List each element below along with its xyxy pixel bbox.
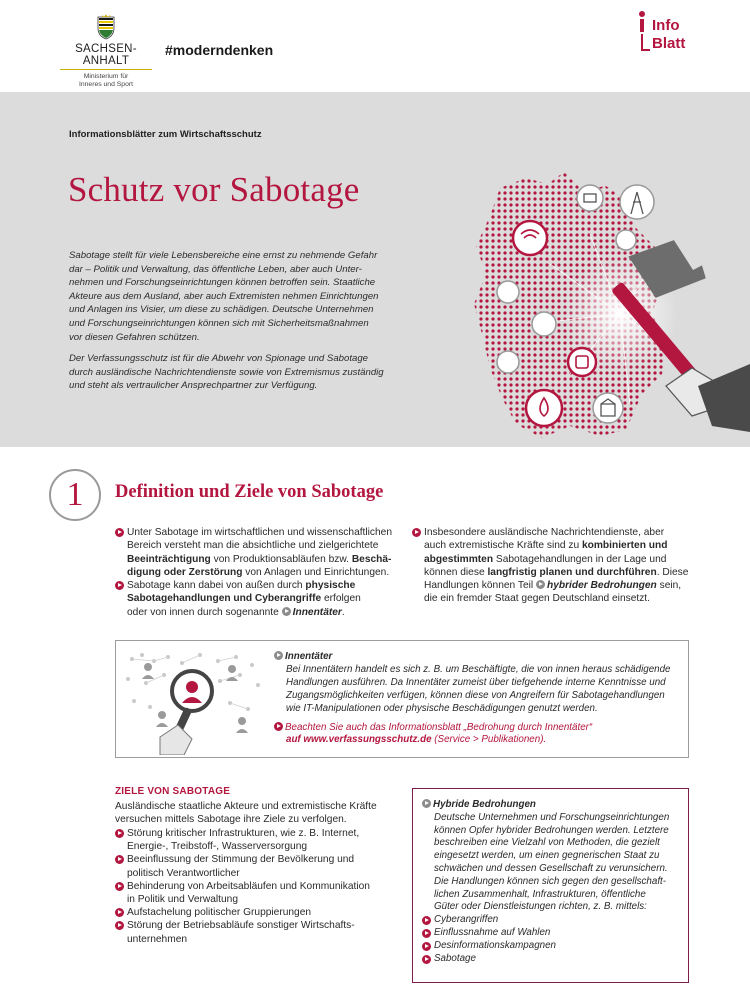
- arrow-right-icon: [274, 651, 283, 660]
- innentaeter-heading: [274, 651, 682, 664]
- ziele-intro: [115, 800, 390, 826]
- bold-term: digung oder Zerstörung: [127, 566, 243, 578]
- arrow-right-icon: [422, 955, 431, 964]
- link-url[interactable]: auf www.verfassungsschutz.de: [286, 734, 432, 746]
- text-line: in Politik und Verwaltung: [127, 894, 238, 906]
- page-header: [0, 0, 750, 92]
- text-line: Störung der Betriebsabläufe sonstiger Wirtschafts-: [127, 920, 355, 932]
- list-item-label: Sabotage: [434, 952, 476, 964]
- text-line: Unter Sabotage im wirtschaftlichen und wissenschaftlichen: [127, 527, 393, 538]
- text-span: erfolgen: [321, 593, 361, 605]
- bold-term: Beschä-: [351, 553, 392, 565]
- state-logo: [58, 14, 154, 89]
- text-line: Beeinflussung der Stimmung der Bevölkerung und: [127, 854, 355, 866]
- text-line: Handlungen ausführen. Da Innentäter zumeist über tiefgehende interne Kenntnisse und: [286, 676, 666, 688]
- text-span: Handlungen können Teil: [424, 580, 536, 592]
- arrow-right-icon: [115, 908, 124, 917]
- bold-term: abgestimmten: [424, 553, 494, 565]
- text-line: unternehmen: [127, 933, 188, 945]
- innentaeter-link[interactable]: Innentäter: [292, 606, 342, 618]
- publication-link[interactable]: [274, 722, 682, 735]
- list-item-label: Einflussnahme auf Wahlen: [434, 926, 551, 938]
- arrow-right-icon: [115, 882, 124, 891]
- hero-text-line: vor diesen Gefahren schützen.: [69, 331, 200, 343]
- bold-term: langfristig planen und durchführen: [487, 566, 657, 578]
- list-item: [115, 853, 390, 879]
- text-line: Bei Innentätern handelt es sich z. B. um Beschäftigte, die von innen heraus schädigende: [286, 663, 671, 675]
- text-span: .: [341, 606, 345, 618]
- arrow-right-icon: [422, 916, 431, 925]
- text-line: die ein fremder Staat gegen Deutschland einsetzt.: [424, 593, 650, 605]
- text-line: Zugangsmöglichkeiten verfügen, können diese von Angreifern für Sabotagehandlungen: [286, 689, 665, 701]
- hybride-heading: [422, 799, 684, 812]
- text-line: schwächen und dessen Gesellschaft zu verunsichern.: [434, 862, 668, 874]
- arrow-right-icon: [115, 581, 124, 590]
- list-item: [422, 927, 684, 940]
- infoblatt-line-2: Blatt: [652, 35, 686, 52]
- arrow-right-icon: [422, 929, 431, 938]
- text-line: Störung kritischer Infrastrukturen, wie z. B. Internet,: [127, 828, 360, 839]
- arrow-right-icon: [422, 799, 431, 808]
- text-line: [127, 553, 405, 566]
- list-item: [115, 827, 390, 853]
- bold-term: physische: [305, 580, 356, 592]
- arrow-right-icon: [115, 921, 124, 930]
- coat-of-arms-icon: [96, 14, 116, 40]
- logo-ministry-line-2: Inneres und Sport: [78, 81, 134, 88]
- text-line: beschreiben eine Vielzahl von Methoden, die gezielt: [434, 837, 660, 849]
- text-span: . Diese: [656, 566, 689, 578]
- list-item-label: Cyberangriffen: [434, 914, 499, 926]
- text-line: wie IT-Manipulationen oder physische Beschädigungen genutzt werden.: [286, 702, 598, 714]
- arrow-right-icon: [536, 580, 545, 589]
- bold-term: kombinierten und: [581, 540, 668, 552]
- definition-right-column: [412, 526, 702, 606]
- list-item: [422, 953, 684, 966]
- list-item: [422, 940, 684, 953]
- text-line: Aufstachelung politischer Gruppierungen: [127, 907, 312, 919]
- link-text[interactable]: Beachten Sie auch das Informationsblatt „Bedrohung durch Innentäter“: [285, 721, 593, 733]
- text-line: [127, 579, 405, 592]
- arrow-right-icon: [274, 722, 283, 731]
- list-item-label: Desinformationskampagnen: [434, 939, 556, 951]
- server-icon: [532, 312, 556, 336]
- ziele-heading: ZIELE VON SABOTAGE: [115, 786, 231, 797]
- innentaeter-text: [274, 651, 682, 747]
- text-line: [127, 566, 405, 579]
- list-item: [115, 906, 390, 919]
- text-line: können Opfer hybrider Bedrohungen werden. Letztere: [434, 824, 669, 836]
- arrow-right-icon: [412, 528, 421, 537]
- section-title: Definition und Ziele von Sabotage: [115, 482, 384, 502]
- building-icon: [497, 351, 519, 373]
- hero-text-line: Sabotage stellt für viele Lebensbereiche eine ernst zu nehmende Gefahr: [69, 250, 378, 261]
- text-line: Die Handlungen können sich gegen den gesellschaft-: [434, 875, 667, 887]
- wifi-icon: [513, 221, 547, 255]
- link-text[interactable]: (Service > Publikationen).: [431, 734, 547, 746]
- hero-text-line: nehmen und Forschungseinrichtungen können betroffen sein. Staatliche: [69, 277, 376, 289]
- bold-term: Sabotagehandlungen und Cyberangriffe: [127, 593, 322, 605]
- factory-icon: [497, 281, 519, 303]
- text-line: politisch Verantwortlicher: [127, 867, 240, 879]
- hand-icon: [666, 364, 750, 432]
- definition-bullet: [115, 526, 405, 579]
- hero-text-line: und Anlagen ins Visier, um diese zu schädigen. Deutsche Unternehmen: [69, 304, 374, 316]
- definition-bullet: [115, 579, 405, 619]
- infoblatt-logo: [638, 10, 698, 54]
- text-line: Deutsche Unternehmen und Forschungseinrichtungen: [434, 811, 670, 823]
- text-line: [127, 592, 405, 605]
- section-number: 1: [49, 469, 101, 521]
- hybride-bedrohungen-link[interactable]: hybrider Bedrohungen: [546, 580, 657, 592]
- text-line: [424, 539, 702, 552]
- hero-kicker: Informationsblätter zum Wirtschaftsschutz: [69, 129, 262, 140]
- water-drop-icon: [526, 390, 562, 426]
- arrow-right-icon: [115, 829, 124, 838]
- hero-text-line: Akteure aus dem Ausland, aber auch Extremisten nehmen Einrichtungen: [69, 290, 379, 302]
- text-span: von Produktionsabläufen bzw.: [210, 553, 352, 565]
- magnifier-illustration: [120, 645, 268, 755]
- text-span: Sabotage kann dabei von außen durch: [127, 580, 306, 592]
- text-line: [127, 606, 405, 619]
- text-span: Sabotagehandlungen in der Lage und: [493, 553, 667, 565]
- page-title: Schutz vor Sabotage: [68, 170, 360, 209]
- text-line: [424, 579, 702, 592]
- list-item: [115, 919, 390, 945]
- text-line: versuchen mittels Sabotage ihre Ziele zu verfolgen.: [115, 814, 347, 826]
- list-item: [422, 914, 684, 927]
- text-line: Insbesondere ausländische Nachrichtendienste, aber: [424, 527, 665, 538]
- info-logo-icon: [638, 10, 652, 54]
- hero-text-line: durch ausländische Nachrichtendienste sowie von Extremismus zuständig: [69, 366, 384, 378]
- bold-term: Beeinträchtigung: [127, 553, 211, 565]
- bank-icon: [593, 393, 623, 423]
- logo-divider: [60, 69, 152, 70]
- text-line: eingesetzt werden, um einen gegnerischen Staat zu: [434, 850, 660, 862]
- definition-left-column: [115, 526, 405, 619]
- text-span: oder von innen durch sogenannte: [127, 606, 282, 618]
- text-span: von Anlagen und Einrichtungen.: [242, 566, 390, 578]
- arrow-right-icon: [115, 855, 124, 864]
- hybride-bedrohungen-box: [412, 788, 689, 983]
- logo-name: SACHSEN-ANHALT: [75, 43, 137, 67]
- hero-section: [0, 92, 750, 447]
- hybride-list: [422, 914, 684, 965]
- camera-icon: [577, 185, 603, 211]
- infoblatt-line-1: Info: [652, 17, 680, 34]
- text-line: [424, 566, 702, 579]
- car-icon: [616, 230, 636, 250]
- arrow-right-icon: [115, 528, 124, 537]
- text-line: Bereich versteht man die absichtliche und zielgerichtete: [127, 540, 379, 552]
- definition-bullet: [412, 526, 702, 606]
- germany-sabotage-illustration: [430, 154, 750, 447]
- text-line: Energie-, Treibstoff-, Wasserversorgung: [127, 841, 308, 853]
- text-span: können diese: [424, 566, 488, 578]
- innentaeter-title: Innentäter: [285, 651, 333, 662]
- hero-text-line: und Forschungseinrichtungen können sich mit Sicherheitsmaßnahmen: [69, 318, 369, 329]
- text-line: Behinderung von Arbeitsabläufen und Kommunikation: [127, 880, 370, 892]
- hashtag: #moderndenken: [165, 42, 274, 58]
- hero-text-line: Der Verfassungsschutz ist für die Abwehr von Spionage und Sabotage: [69, 353, 369, 364]
- text-span: sein,: [656, 580, 682, 592]
- text-line: [424, 553, 702, 566]
- text-line: lichen Zusammenhalt, Infrastrukturen, öffentliche: [434, 888, 646, 900]
- hero-text-line: und steht als vertraulicher Ansprechpartner zur Verfügung.: [69, 380, 318, 392]
- innentaeter-info-box: [115, 640, 689, 758]
- list-item: [115, 880, 390, 906]
- train-icon: [568, 348, 596, 376]
- hybride-text: [422, 799, 684, 965]
- logo-ministry-line-1: Ministerium für: [83, 73, 129, 80]
- hybride-title: Hybride Bedrohungen: [433, 799, 536, 810]
- hero-text-line: dar – Politik und Verwaltung, das öffentliche Leben, aber auch Unter-: [69, 263, 362, 275]
- text-line: Ausländische staatliche Akteure und extremistische Kräfte: [115, 801, 377, 812]
- arrow-right-icon: [422, 942, 431, 951]
- text-line: Güter oder Dienstleistungen richten, z. B. mittels:: [434, 901, 647, 913]
- text-span: auch extremistische Kräfte sind zu: [424, 540, 582, 552]
- arrow-right-icon: [282, 607, 291, 616]
- ziele-list: [115, 827, 390, 946]
- publication-link-url[interactable]: [274, 734, 682, 747]
